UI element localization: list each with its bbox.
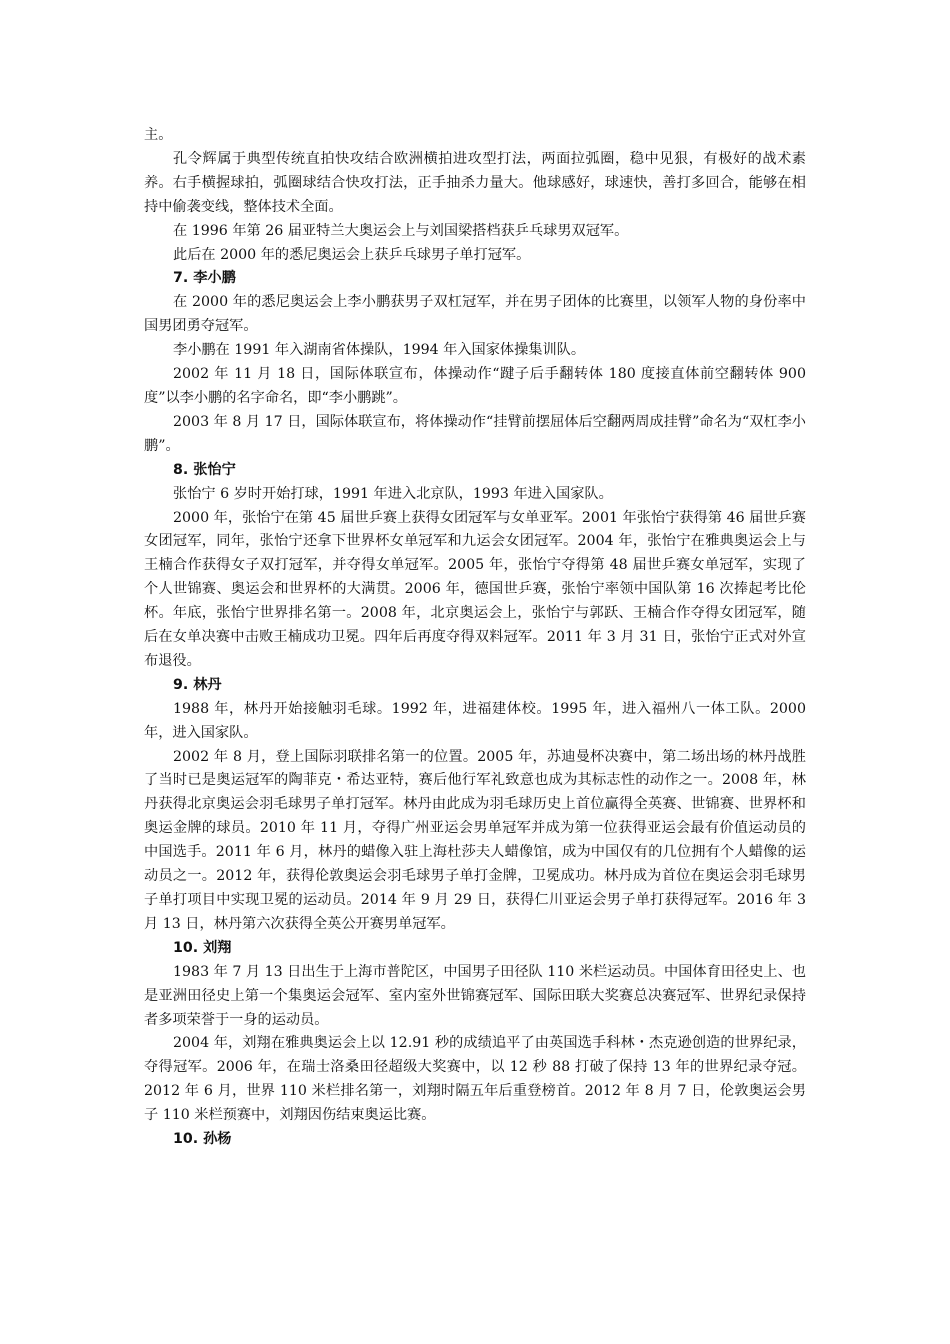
section-heading: 7. 李小鹏 <box>173 270 236 287</box>
paragraph: 此后在 2000 年的悉尼奥运会上获乒乓球男子单打冠军。 <box>173 246 531 263</box>
paragraph: 张怡宁 6 岁时开始打球，1991 年进入北京队，1993 年进入国家队。 <box>173 485 613 502</box>
paragraph: 2000 年，张怡宁在第 45 届世乒赛上获得女团冠军与女单亚军。2001 年张怡宁获得第 46 届世乒赛女团冠军，同年，张怡宁还拿下世界杯女单冠军和九运会女团冠军。2004 年，张怡宁在雅典奥运会上与王楠合作获得女子双打冠军，并夺得女单冠军。2005 年，张怡宁夺得第 48 届世乒赛女单冠军，实现了个人世锦赛、奥运会和世界杯的大满贯。2006 年，德国世乒赛，张怡宁率领中国队第 16 次捧起考比伦杯。年底，张怡宁世界排名第一。2008 年，北京奥运会上，张怡宁与郭跃、王楠合作夺得女团冠军，随后在女单决赛中击败王楠成功卫冕。四年后再度夺得双料冠军。2011 年 3 月 31 日，张怡宁正式对外宣布退役。 <box>144 509 806 669</box>
paragraph: 2002 年 8 月，登上国际羽联排名第一的位置。2005 年，苏迪曼杯决赛中，第二场出场的林丹战胜了当时已是奥运冠军的陶菲克・希达亚特，赛后他行军礼致意也成为其标志性的动作之一。2008 年，林丹获得北京奥运会羽毛球男子单打冠军。林丹由此成为羽毛球历史上首位赢得全英赛、世锦赛、世界杯和奥运金牌的球员。2010 年 11 月，夺得广州亚运会男单冠军并成为第一位获得亚运会最有价值运动员的中国选手。2011 年 6 月，林丹的蜡像入驻上海杜莎夫人蜡像馆，成为中国仅有的几位拥有个人蜡像的运动员之一。2012 年，获得伦敦奥运会羽毛球男子单打金牌，卫冕成功。林丹成为首位在奥运会羽毛球男子单打项目中实现卫冕的运动员。2014 年 9 月 29 日，获得仁川亚运会男子单打获得冠军。2016 年 3 月 13 日，林丹第六次获得全英公开赛男单冠军。 <box>144 748 806 932</box>
section-heading: 10. 孙杨 <box>173 1131 232 1148</box>
paragraph: 1988 年，林丹开始接触羽毛球。1992 年，进福建体校。1995 年，进入福州八一体工队。2000 年，进入国家队。 <box>144 700 806 741</box>
paragraph: 主。 <box>144 127 173 143</box>
paragraph: 2004 年，刘翔在雅典奥运会上以 12.91 秒的成绩追平了由英国选手科林・杰克逊创造的世界纪录，夺得冠军。2006 年，在瑞士洛桑田径超级大奖赛中，以 12 秒 88 打破了保持 13 年的世界纪录夺冠。2012 年 6 月，世界 110 米栏排名第一，刘翔时隔五年后重登榜首。2012 年 8 月 7 日，伦敦奥运会男子 110 米栏预赛中，刘翔因伤结束奥运比赛。 <box>144 1035 806 1124</box>
section-heading: 10. 刘翔 <box>173 939 232 956</box>
paragraph: 李小鹏在 1991 年入湖南省体操队，1994 年入国家体操集训队。 <box>173 342 586 359</box>
paragraph: 在 1996 年第 26 届亚特兰大奥运会上与刘国梁搭档获乒乓球男双冠军。 <box>173 222 629 239</box>
paragraph: 2002 年 11 月 18 日，国际体联宣布，体操动作“踺子后手翻转体 180 度接直体前空翻转体 900 度”以李小鹏的名字命名，即“李小鹏跳”。 <box>144 366 806 406</box>
paragraph: 孔令辉属于典型传统直拍快攻结合欧洲横拍进攻型打法，两面拉弧圈，稳中见狠，有极好的战术素养。右手横握球拍，弧圈球结合快攻打法，正手抽杀力量大。他球感好，球速快，善打多回合，能够在相持中偷袭变线，整体技术全面。 <box>144 150 806 215</box>
section-heading: 8. 张怡宁 <box>173 461 236 478</box>
paragraph: 2003 年 8 月 17 日，国际体联宣布，将体操动作“挂臂前摆屈体后空翻两周成挂臂”命名为“双杠李小鹏”。 <box>144 413 806 454</box>
paragraph: 在 2000 年的悉尼奥运会上李小鹏获男子双杠冠军，并在男子团体的比赛里，以领军人物的身份率中国男团勇夺冠军。 <box>144 294 806 335</box>
document-page <box>144 124 806 1152</box>
section-heading: 9. 林丹 <box>173 676 222 693</box>
paragraph: 1983 年 7 月 13 日出生于上海市普陀区，中国男子田径队 110 米栏运动员。中国体育田径史上、也是亚洲田径史上第一个集奥运会冠军、室内室外世锦赛冠军、国际田联大奖赛总决赛冠军、世界纪录保持者多项荣誉于一身的运动员。 <box>144 963 806 1028</box>
